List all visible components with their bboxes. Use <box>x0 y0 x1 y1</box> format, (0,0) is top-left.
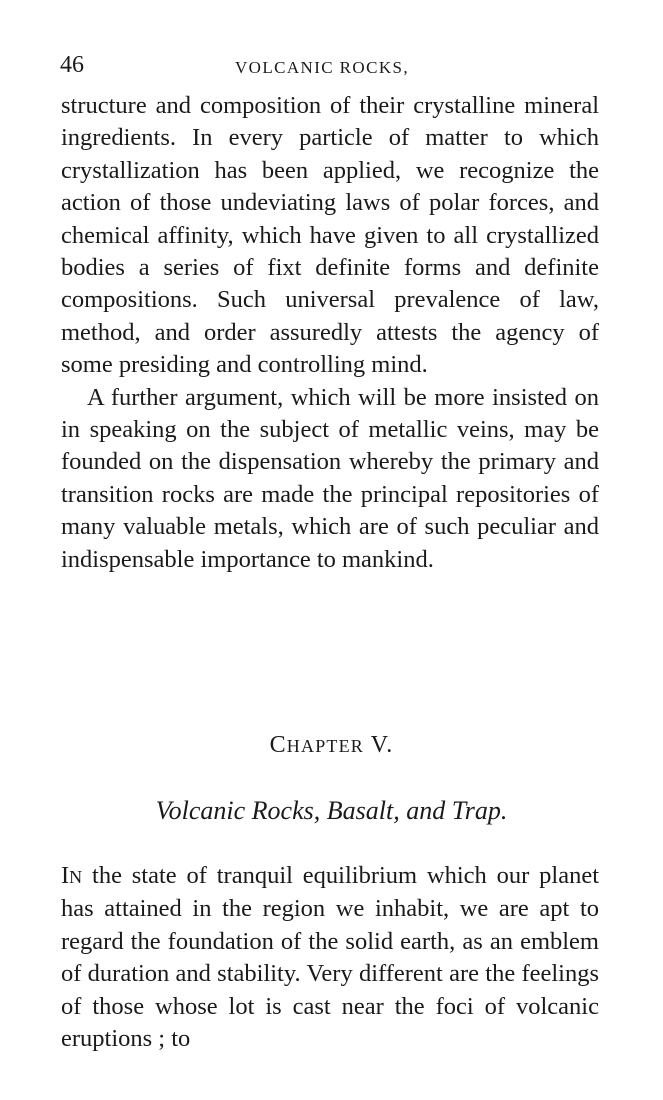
opening-initial: I <box>61 862 70 889</box>
chapter-heading-initial: C <box>269 732 287 758</box>
chapter-subtitle: Volcanic Rocks, Basalt, and Trap. <box>155 796 508 825</box>
paragraph-argument: A further argument, which will be more insisted on in speaking on the subject of metallic veins, may be founded on the dispensation whereby the primary and transition rocks are made the principal repositories of many valuable metals, which are of such peculiar and indispensable importance to mankind. <box>61 383 599 573</box>
main-text <box>61 90 599 576</box>
opening-text: the state of tranquil equilibrium which our planet has attained in the region we inhabit, we are apt to regard the foundation of the solid earth, as an emblem of duration and stability. Very different are the feelings of those whose lot is cast near the foci of volcanic eruptions ; to <box>61 862 599 1053</box>
running-title: VOLCANIC ROCKS, <box>235 58 410 77</box>
paragraph-continued: structure and composition of their crystalline mineral ingredients. In every particle of matter to which crystallization has been applied, we recognize the action of those undeviating laws of polar forces, and chemical affinity, which have given to all crystallized bodies a series of fixt definite forms and definite compositions. Such universal prevalence of law, method, and order assuredly attests the agency of some presiding and controlling mind. <box>61 92 599 379</box>
chapter-opening-paragraph <box>61 860 599 1055</box>
opening-smallcap: N <box>69 867 83 887</box>
page-number: 46 <box>60 52 84 78</box>
chapter-number: V. <box>364 732 394 758</box>
chapter-heading-rest: HAPTER <box>286 736 365 756</box>
chapter-heading <box>0 732 663 759</box>
running-head <box>60 52 600 82</box>
